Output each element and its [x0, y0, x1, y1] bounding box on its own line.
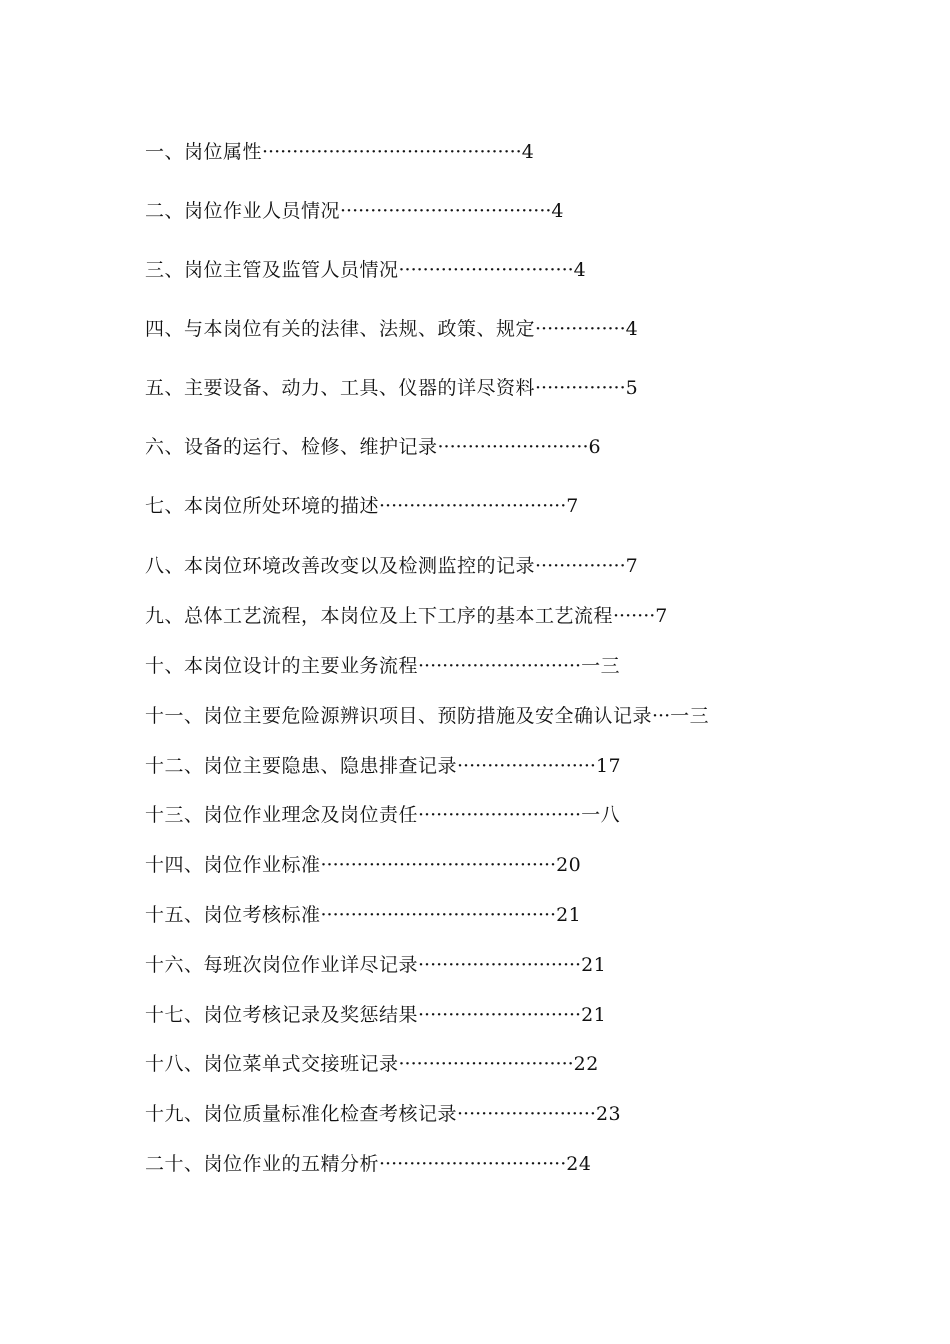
toc-entry-page: 21: [581, 954, 607, 976]
toc-entry-leader: ···························: [418, 1004, 582, 1026]
toc-entry-page: 一八: [581, 804, 621, 826]
toc-entry[interactable]: [145, 196, 564, 226]
toc-entry-leader: ·······································: [320, 904, 557, 926]
toc-entry-title: 十一、岗位主要危险源辨识项目、预防措施及安全确认记录: [145, 705, 653, 727]
toc-entry-title: 十九、岗位质量标准化检查考核记录: [145, 1103, 458, 1125]
toc-entry-leader: ···························: [418, 804, 582, 826]
toc-entry[interactable]: [145, 950, 606, 980]
toc-entry[interactable]: [145, 491, 579, 521]
toc-entry-title: 十三、岗位作业理念及岗位责任: [145, 804, 419, 826]
toc-entry-title: 十四、岗位作业标准: [145, 854, 321, 876]
toc-entry-page: 7: [566, 495, 579, 517]
toc-entry-leader: ···········································: [262, 141, 522, 163]
toc-entry-title: 二、岗位作业人员情况: [145, 200, 341, 222]
toc-entry[interactable]: [145, 1099, 621, 1129]
toc-entry-leader: ·······························: [379, 495, 567, 517]
toc-entry[interactable]: [145, 255, 586, 285]
toc-entry-leader: ·······························: [379, 1153, 567, 1175]
toc-entry[interactable]: [145, 900, 581, 930]
toc-entry-page: 22: [573, 1053, 599, 1075]
toc-entry[interactable]: [145, 432, 601, 462]
toc-entry-title: 六、设备的运行、检修、维护记录: [145, 436, 438, 458]
toc-entry-page: 21: [556, 904, 582, 926]
toc-entry-page: 5: [625, 377, 639, 399]
toc-entry-title: 二十、岗位作业的五精分析: [145, 1153, 380, 1175]
toc-entry-leader: ·······: [613, 605, 656, 627]
toc-entry[interactable]: [145, 601, 668, 631]
toc-entry[interactable]: [145, 651, 620, 681]
toc-entry-page: 21: [581, 1004, 607, 1026]
toc-entry-title: 五、主要设备、动力、工具、仪器的详尽资料: [145, 377, 536, 399]
toc-entry-title: 十八、岗位菜单式交接班记录: [145, 1053, 399, 1075]
toc-entry[interactable]: [145, 137, 534, 167]
toc-entry-leader: ···············: [535, 377, 626, 399]
toc-entry[interactable]: [145, 1149, 591, 1179]
toc-entry-page: 6: [588, 436, 602, 458]
toc-entry-title: 三、岗位主管及监管人员情况: [145, 259, 399, 281]
toc-entry-page: 4: [551, 200, 564, 222]
toc-entry-title: 八、本岗位环境改善改变以及检测监控的记录: [145, 555, 536, 577]
toc-entry-page: 23: [595, 1103, 622, 1125]
toc-entry-page: 7: [655, 605, 668, 627]
toc-entry[interactable]: [145, 314, 638, 344]
toc-entry[interactable]: [145, 1049, 599, 1079]
toc-entry-title: 十、本岗位设计的主要业务流程: [145, 655, 419, 677]
toc-entry-page: 7: [625, 555, 639, 577]
toc-entry[interactable]: [145, 800, 620, 830]
toc-entry-title: 十二、岗位主要隐患、隐患排查记录: [145, 755, 458, 777]
toc-entry[interactable]: [145, 751, 621, 781]
toc-entry-page: 17: [595, 755, 622, 777]
toc-entry[interactable]: [145, 551, 638, 581]
toc-entry-title: 十七、岗位考核记录及奖惩结果: [145, 1004, 419, 1026]
toc-entry-title: 九、总体工艺流程，本岗位及上下工序的基本工艺流程: [145, 605, 614, 627]
toc-entry-leader: ·······················: [457, 1103, 596, 1125]
toc-entry-leader: ···························: [418, 655, 582, 677]
toc-entry-leader: ···: [652, 705, 671, 727]
toc-entry-title: 一、岗位属性: [145, 141, 263, 163]
toc-entry-leader: ···························: [418, 954, 582, 976]
toc-entry-leader: ·····························: [398, 1053, 574, 1075]
toc-entry-title: 四、与本岗位有关的法律、法规、政策、规定: [145, 318, 536, 340]
toc-entry[interactable]: [145, 1000, 606, 1030]
toc-entry-title: 十五、岗位考核标准: [145, 904, 321, 926]
toc-entry-title: 七、本岗位所处环境的描述: [145, 495, 380, 517]
toc-entry-page: 4: [625, 318, 639, 340]
toc-entry-page: 一三: [670, 705, 710, 727]
toc-entry-page: 4: [521, 141, 535, 163]
toc-entry-leader: ···············: [535, 318, 626, 340]
toc-entry-page: 一三: [581, 655, 621, 677]
toc-entry-title: 十六、每班次岗位作业详尽记录: [145, 954, 419, 976]
toc-entry-leader: ·······················: [457, 755, 596, 777]
toc-entry-leader: ·······································: [320, 854, 557, 876]
toc-entry-page: 20: [556, 854, 582, 876]
toc-entry-leader: ·····························: [398, 259, 574, 281]
toc-entry-leader: ·························: [437, 436, 589, 458]
toc-entry[interactable]: [145, 701, 709, 731]
toc-entry[interactable]: [145, 850, 581, 880]
toc-entry-leader: ···············: [535, 555, 626, 577]
toc-entry-page: 4: [573, 259, 587, 281]
toc-entry[interactable]: [145, 373, 638, 403]
toc-entry-page: 24: [566, 1153, 592, 1175]
toc-entry-leader: ···································: [340, 200, 552, 222]
